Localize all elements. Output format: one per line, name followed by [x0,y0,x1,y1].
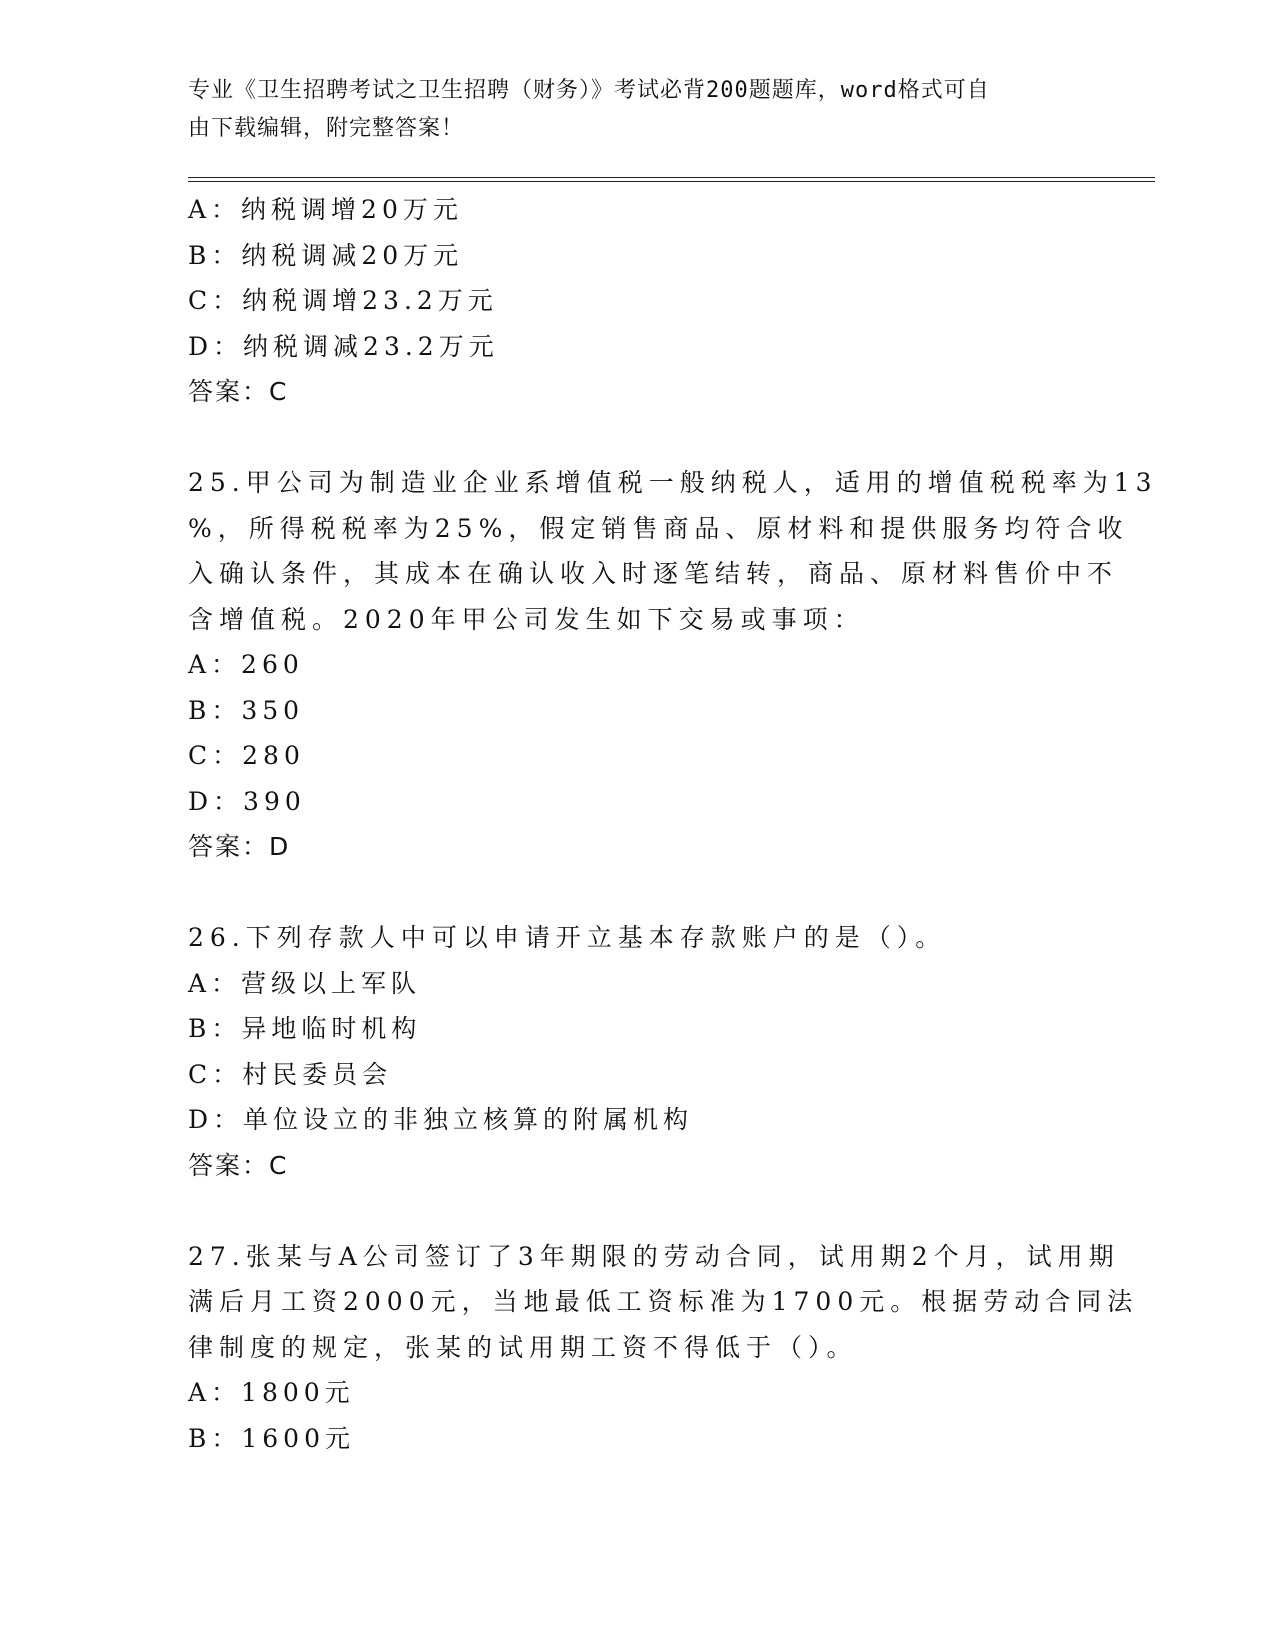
option-b: B：纳税调减20万元 [188,240,464,270]
header-divider-bottom [188,181,1155,182]
question-stem-line: 律制度的规定，张某的试用期工资不得低于（）。 [188,1332,858,1362]
option-a: A：纳税调增20万元 [188,195,463,224]
spacer [188,1188,1088,1234]
option-a: A：260 [188,650,304,679]
spacer [188,415,1088,461]
answer-line: 答案：D [188,832,291,861]
question-stem-line: 25.甲公司为制造业企业系增值税一般纳税人，适用的增值税税率为13 [188,468,1158,497]
option-c: C：村民委员会 [188,1059,393,1089]
question-list [188,187,1158,1461]
option-a: A：营级以上军队 [188,968,422,998]
question-26 [188,915,1088,1188]
header-line-2: 由下载编辑，附完整答案！ [188,116,465,141]
spacer [188,870,1088,916]
answer-line: 答案：C [188,1150,289,1180]
option-d: D：纳税调减23.2万元 [188,331,499,361]
option-d: D：390 [188,786,306,816]
question-stem-line: 入确认条件，其成本在确认收入时逐笔结转，商品、原材料售价中不 [188,559,1119,588]
option-c: C：280 [188,741,305,770]
option-d: D：单位设立的非独立核算的附属机构 [188,1105,694,1134]
question-stem-line: 含增值税。2020年甲公司发生如下交易或事项： [188,604,865,634]
question-25 [188,460,1158,870]
option-b: B：350 [188,695,305,725]
answer-line: 答案：C [188,377,289,406]
option-b: B：1600元 [188,1423,355,1453]
header-divider-top [188,177,1155,178]
document-header [188,72,1088,148]
option-b: B：异地临时机构 [188,1014,422,1043]
question-stem-line: 26.下列存款人中可以申请开立基本存款账户的是（）。 [188,923,947,952]
question-stem-line: 27.张某与A公司签订了3年期限的劳动合同，试用期2个月，试用期 [188,1241,1120,1271]
question-stem-line: %，所得税税率为25%，假定销售商品、原材料和提供服务均符合收 [188,513,1129,543]
question-27 [188,1234,1139,1462]
question-stem-line: 满后月工资2000元，当地最低工资标准为1700元。根据劳动合同法 [188,1287,1139,1316]
header-line-1: 专业《卫生招聘考试之卫生招聘（财务）》考试必背200题题库，word格式可自 [188,78,990,103]
option-a: A：1800元 [188,1378,355,1407]
question-24 [188,187,1088,415]
option-c: C：纳税调增23.2万元 [188,286,498,315]
